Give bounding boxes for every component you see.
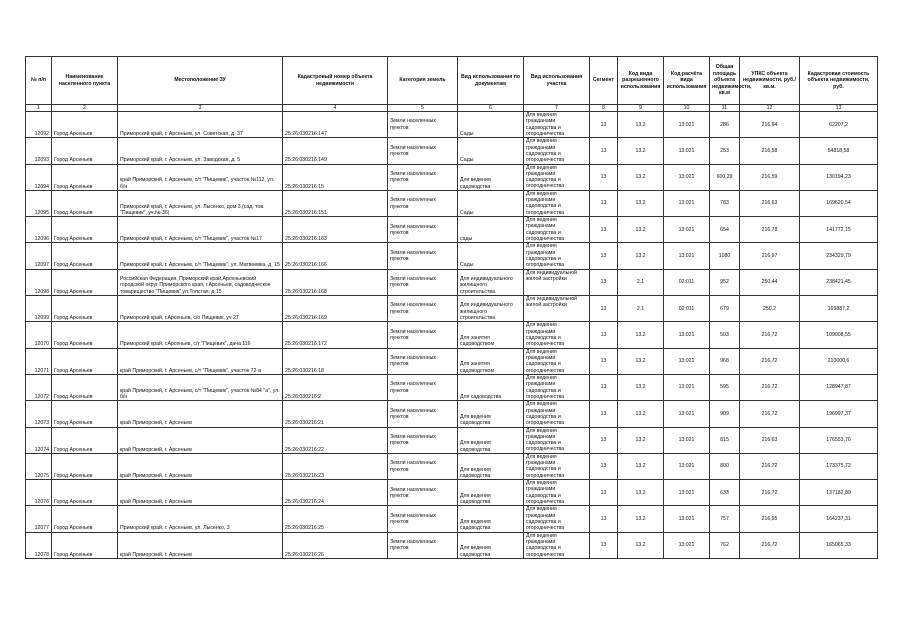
segment-cell: 13: [590, 427, 618, 453]
calc-use-code-cell: 13:021: [664, 374, 710, 400]
cadastral-number-cell: 25:26:030216:26: [283, 532, 388, 558]
actual-use-cell: Для ведения гражданами садоводства и огородничества: [524, 453, 590, 479]
town-cell: Город Арсеньев: [52, 243, 118, 269]
documented-use-cell: Сады: [458, 190, 524, 216]
land-category-cell: Земли населенных пунктов: [388, 112, 458, 138]
calc-use-code-cell: 13:021: [664, 322, 710, 348]
permitted-use-code-cell: 2.1: [618, 269, 664, 295]
cadastral-number-cell: 25:26:030216:2: [283, 374, 388, 400]
town-cell: Город Арсеньев: [52, 401, 118, 427]
calc-use-code-cell: 13:021: [664, 138, 710, 164]
cadastral-number-cell: 25:26:030216:23: [283, 453, 388, 479]
table-row: [26, 296, 878, 322]
segment-cell: 13: [590, 480, 618, 506]
cadastral-cost-cell: 137182,89: [800, 480, 878, 506]
row-number-cell: 12070: [26, 322, 52, 348]
segment-cell: 13: [590, 322, 618, 348]
town-cell: Город Арсеньев: [52, 480, 118, 506]
actual-use-cell: Для ведения гражданами садоводства и огородничества: [524, 374, 590, 400]
town-cell: Город Арсеньев: [52, 453, 118, 479]
row-number-cell: 12095: [26, 190, 52, 216]
table-row: [26, 453, 878, 479]
row-number-cell: 12096: [26, 217, 52, 243]
cadastral-cost-cell: 165065,33: [800, 532, 878, 558]
permitted-use-code-cell: 13.2: [618, 348, 664, 374]
header-cell: Кадастровый номер объекта недвижимости: [283, 57, 388, 105]
actual-use-cell: Для ведения гражданами садоводства и огородничества: [524, 138, 590, 164]
area-cell: 633: [710, 480, 740, 506]
segment-cell: 13: [590, 453, 618, 479]
documented-use-cell: Для индивидуального жилищного строительства: [458, 269, 524, 295]
upks-cell: 216,72: [740, 374, 800, 400]
documented-use-cell: Для занятия садоводством: [458, 322, 524, 348]
location-cell: Приморский край, г. Арсеньев, ул. Советская, д. 37: [118, 112, 283, 138]
cadastral-number-cell: 25:26:030216:151: [283, 190, 388, 216]
area-cell: 253: [710, 138, 740, 164]
calc-use-code-cell: 13:021: [664, 217, 710, 243]
calc-use-code-cell: 13:021: [664, 243, 710, 269]
location-cell: край Приморский, г. Арсеньев: [118, 480, 283, 506]
column-number-row: [26, 105, 878, 112]
table-row: [26, 374, 878, 400]
table-row: [26, 322, 878, 348]
cadastral-number-cell: 25:26:030216:22: [283, 427, 388, 453]
row-number-cell: 12092: [26, 112, 52, 138]
column-number: 2: [52, 105, 118, 112]
calc-use-code-cell: 13:021: [664, 401, 710, 427]
column-number: 9: [618, 105, 664, 112]
upks-cell: 216,95: [740, 506, 800, 532]
land-category-cell: Земли населенных пунктов: [388, 138, 458, 164]
actual-use-cell: Для ведения гражданами садоводства и огородничества: [524, 427, 590, 453]
table-row: [26, 164, 878, 190]
cadastral-cost-cell: 210000,6: [800, 348, 878, 374]
row-number-cell: 12076: [26, 480, 52, 506]
documented-use-cell: Сады: [458, 138, 524, 164]
land-category-cell: Земли населенных пунктов: [388, 506, 458, 532]
town-cell: Город Арсеньев: [52, 269, 118, 295]
table-row: [26, 480, 878, 506]
area-cell: 968: [710, 348, 740, 374]
cadastral-number-cell: 25:26:030216:149: [283, 138, 388, 164]
cadastral-number-cell: 25:26:030216:169: [283, 296, 388, 322]
actual-use-cell: Для ведения гражданами садоводства и огородничества: [524, 164, 590, 190]
cadastral-number-cell: 25:26:030216:15: [283, 164, 388, 190]
column-number: 7: [524, 105, 590, 112]
permitted-use-code-cell: 13.2: [618, 401, 664, 427]
area-cell: 757: [710, 506, 740, 532]
column-number: 6: [458, 105, 524, 112]
actual-use-cell: Для ведения гражданами садоводства и огородничества: [524, 322, 590, 348]
actual-use-cell: Для индивидуальной жилой застройки: [524, 296, 590, 322]
row-number-cell: 12098: [26, 269, 52, 295]
header-cell: Сегмент: [590, 57, 618, 105]
location-cell: край Приморский, г. Арсеньев: [118, 401, 283, 427]
column-number: 13: [800, 105, 878, 112]
calc-use-code-cell: 13:021: [664, 532, 710, 558]
land-category-cell: Земли населенных пунктов: [388, 453, 458, 479]
land-category-cell: Земли населенных пунктов: [388, 427, 458, 453]
area-cell: 679: [710, 296, 740, 322]
location-cell: Приморский край, г. Арсеньев, ул. Лысенко, дом 3 (сад. тов. "Пищевик", уч.№ 36): [118, 190, 283, 216]
segment-cell: 13: [590, 506, 618, 532]
town-cell: Город Арсеньев: [52, 322, 118, 348]
table-row: [26, 217, 878, 243]
location-cell: край Приморский, г. Арсеньев: [118, 427, 283, 453]
upks-cell: 216,63: [740, 190, 800, 216]
row-number-cell: 12097: [26, 243, 52, 269]
location-cell: край Приморский, г. Арсеньев: [118, 532, 283, 558]
header-cell: Категория земель: [388, 57, 458, 105]
header-cell: Наименование населенного пункта: [52, 57, 118, 105]
column-number: 11: [710, 105, 740, 112]
column-number: 5: [388, 105, 458, 112]
cadastral-number-cell: 25:26:030216:163: [283, 217, 388, 243]
upks-cell: 216,63: [740, 427, 800, 453]
table-row: [26, 138, 878, 164]
actual-use-cell: Для ведения гражданами садоводства и огородничества: [524, 243, 590, 269]
land-category-cell: Земли населенных пунктов: [388, 322, 458, 348]
area-cell: 800: [710, 453, 740, 479]
town-cell: Город Арсеньев: [52, 138, 118, 164]
actual-use-cell: Для ведения гражданами садоводства и огородничества: [524, 532, 590, 558]
town-cell: Город Арсеньев: [52, 296, 118, 322]
documented-use-cell: Для ведения садоводства: [458, 401, 524, 427]
table-row: [26, 112, 878, 138]
header-row: [26, 57, 878, 105]
permitted-use-code-cell: 13.2: [618, 138, 664, 164]
row-number-cell: 12074: [26, 427, 52, 453]
upks-cell: 216,78: [740, 217, 800, 243]
cadastral-cost-cell: 164237,31: [800, 506, 878, 532]
cadastral-cost-cell: 62207,2: [800, 112, 878, 138]
header-cell: УПКС объекта недвижимости, руб./кв.м.: [740, 57, 800, 105]
documented-use-cell: Сады: [458, 112, 524, 138]
area-cell: 762: [710, 532, 740, 558]
permitted-use-code-cell: 13.2: [618, 506, 664, 532]
documented-use-cell: сады: [458, 217, 524, 243]
actual-use-cell: Для ведения гражданами садоводства и огородничества: [524, 112, 590, 138]
permitted-use-code-cell: 13.2: [618, 480, 664, 506]
cadastral-cost-cell: 54818,58: [800, 138, 878, 164]
area-cell: 654: [710, 217, 740, 243]
documented-use-cell: Для занятия садоводством: [458, 348, 524, 374]
location-cell: Приморский край, г.Арсеньев, с/о Пищевик, уч 27: [118, 296, 283, 322]
location-cell: край Приморский, г. Арсеньев, с/т "Пищевик", участок №112, ул. б/н: [118, 164, 283, 190]
permitted-use-code-cell: 13.2: [618, 112, 664, 138]
upks-cell: 216,72: [740, 322, 800, 348]
upks-cell: 216,72: [740, 532, 800, 558]
permitted-use-code-cell: 13.2: [618, 243, 664, 269]
cadastral-number-cell: 25:26:030216:172: [283, 322, 388, 348]
land-category-cell: Земли населенных пунктов: [388, 269, 458, 295]
row-number-cell: 12075: [26, 453, 52, 479]
cadastral-cost-cell: 169887,2: [800, 296, 878, 322]
town-cell: Город Арсеньев: [52, 217, 118, 243]
permitted-use-code-cell: 2.1: [618, 296, 664, 322]
location-cell: край Приморский, г. Арсеньев, с/т "Пищевик", участок 72-а: [118, 348, 283, 374]
row-number-cell: 12099: [26, 296, 52, 322]
cadastral-cost-cell: 196997,37: [800, 401, 878, 427]
header-cell: Вид использования по документам: [458, 57, 524, 105]
calc-use-code-cell: 13:021: [664, 190, 710, 216]
calc-use-code-cell: 02:011: [664, 296, 710, 322]
area-cell: 783: [710, 190, 740, 216]
town-cell: Город Арсеньев: [52, 532, 118, 558]
cadastral-number-cell: 25:26:030216:168: [283, 269, 388, 295]
upks-cell: 250,2: [740, 296, 800, 322]
location-cell: Приморский край, г. Арсеньев, с/т "Пищевик", участок №17: [118, 217, 283, 243]
upks-cell: 216,72: [740, 401, 800, 427]
cadastral-cost-cell: 130194,23: [800, 164, 878, 190]
documented-use-cell: Для ведения садоводства: [458, 164, 524, 190]
table-row: [26, 532, 878, 558]
row-number-cell: 12071: [26, 348, 52, 374]
cadastral-number-cell: 25:26:030216:18: [283, 348, 388, 374]
table-row: [26, 190, 878, 216]
area-cell: 595: [710, 374, 740, 400]
land-category-cell: Земли населенных пунктов: [388, 217, 458, 243]
table-row: [26, 401, 878, 427]
area-cell: 815: [710, 427, 740, 453]
calc-use-code-cell: 02:011: [664, 269, 710, 295]
calc-use-code-cell: 13:021: [664, 427, 710, 453]
cadastral-number-cell: 25:26:030216:24: [283, 480, 388, 506]
column-number: 3: [118, 105, 283, 112]
town-cell: Город Арсеньев: [52, 427, 118, 453]
calc-use-code-cell: 13:021: [664, 112, 710, 138]
cadastral-table: [25, 56, 878, 559]
table-row: [26, 427, 878, 453]
segment-cell: 13: [590, 164, 618, 190]
cadastral-cost-cell: 141772,15: [800, 217, 878, 243]
cadastral-cost-cell: 238421,45: [800, 269, 878, 295]
header-cell: Вид использования участка: [524, 57, 590, 105]
upks-cell: 216,58: [740, 138, 800, 164]
table-row: [26, 269, 878, 295]
area-cell: 286: [710, 112, 740, 138]
calc-use-code-cell: 13:021: [664, 480, 710, 506]
segment-cell: 13: [590, 348, 618, 374]
documented-use-cell: Для ведения садоводства: [458, 506, 524, 532]
location-cell: Приморский край, г. Арсеньев, ул. Лысенко, 3: [118, 506, 283, 532]
segment-cell: 13: [590, 190, 618, 216]
header-cell: № п/п: [26, 57, 52, 105]
cadastral-value-sheet: [25, 56, 878, 559]
location-cell: Приморский край, г. Арсеньев, с/т "Пищевик", ул. Матвеевка, д. 15: [118, 243, 283, 269]
cadastral-cost-cell: 234329,79: [800, 243, 878, 269]
calc-use-code-cell: 13:021: [664, 164, 710, 190]
documented-use-cell: Для садоводства: [458, 374, 524, 400]
segment-cell: 13: [590, 296, 618, 322]
segment-cell: 13: [590, 401, 618, 427]
segment-cell: 13: [590, 532, 618, 558]
documented-use-cell: Для индивидуального жилищного строительства: [458, 296, 524, 322]
documented-use-cell: Для ведения садоводства: [458, 453, 524, 479]
upks-cell: 216,64: [740, 112, 800, 138]
permitted-use-code-cell: 13.2: [618, 427, 664, 453]
upks-cell: 250,44: [740, 269, 800, 295]
land-category-cell: Земли населенных пунктов: [388, 164, 458, 190]
permitted-use-code-cell: 13.2: [618, 190, 664, 216]
actual-use-cell: Для ведения гражданами садоводства и огородничества: [524, 348, 590, 374]
segment-cell: 13: [590, 374, 618, 400]
table-body: [26, 105, 878, 559]
row-number-cell: 12072: [26, 374, 52, 400]
land-category-cell: Земли населенных пунктов: [388, 374, 458, 400]
row-number-cell: 12094: [26, 164, 52, 190]
column-number: 12: [740, 105, 800, 112]
permitted-use-code-cell: 13.2: [618, 374, 664, 400]
town-cell: Город Арсеньев: [52, 374, 118, 400]
row-number-cell: 12077: [26, 506, 52, 532]
calc-use-code-cell: 13:021: [664, 348, 710, 374]
cadastral-number-cell: 25:26:030216:147: [283, 112, 388, 138]
cadastral-number-cell: 25:26:030216:21: [283, 401, 388, 427]
permitted-use-code-cell: 13.2: [618, 322, 664, 348]
header-cell: Код вида разрешенного использования: [618, 57, 664, 105]
land-category-cell: Земли населенных пунктов: [388, 480, 458, 506]
town-cell: Город Арсеньев: [52, 164, 118, 190]
actual-use-cell: Для индивидуальной жилой застройки: [524, 269, 590, 295]
upks-cell: 216,72: [740, 348, 800, 374]
calc-use-code-cell: 13:021: [664, 506, 710, 532]
header-cell: Код расчёта вида использования: [664, 57, 710, 105]
header-cell: Местоположение ЗУ: [118, 57, 283, 105]
location-cell: край Приморский, г. Арсеньев, с/т "Пищевик", участок №84 "а", ул. б/н: [118, 374, 283, 400]
cadastral-cost-cell: 176553,76: [800, 427, 878, 453]
area-cell: 909: [710, 401, 740, 427]
land-category-cell: Земли населенных пунктов: [388, 348, 458, 374]
upks-cell: 216,59: [740, 164, 800, 190]
actual-use-cell: Для ведения гражданами садоводства и огородничества: [524, 480, 590, 506]
row-number-cell: 12093: [26, 138, 52, 164]
actual-use-cell: Для ведения гражданами садоводства и огородничества: [524, 506, 590, 532]
cadastral-cost-cell: 109008,55: [800, 322, 878, 348]
segment-cell: 13: [590, 217, 618, 243]
area-cell: 952: [710, 269, 740, 295]
actual-use-cell: Для ведения гражданами садоводства и огородничества: [524, 401, 590, 427]
column-number: 8: [590, 105, 618, 112]
permitted-use-code-cell: 13.2: [618, 532, 664, 558]
segment-cell: 13: [590, 112, 618, 138]
actual-use-cell: Для ведения гражданами садоводства и огородничества: [524, 190, 590, 216]
land-category-cell: Земли населенных пунктов: [388, 532, 458, 558]
documented-use-cell: Для ведения садоводства: [458, 532, 524, 558]
upks-cell: 216,72: [740, 453, 800, 479]
area-cell: 1080: [710, 243, 740, 269]
land-category-cell: Земли населенных пунктов: [388, 296, 458, 322]
area-cell: 503: [710, 322, 740, 348]
land-category-cell: Земли населенных пунктов: [388, 401, 458, 427]
upks-cell: 216,72: [740, 480, 800, 506]
location-cell: край Приморский, г. Арсеньев: [118, 453, 283, 479]
calc-use-code-cell: 13:021: [664, 453, 710, 479]
actual-use-cell: Для ведения гражданами садоводства и огородничества: [524, 217, 590, 243]
header-cell: Общая площадь объекта недвижимости, кв.м: [710, 57, 740, 105]
column-number: 4: [283, 105, 388, 112]
cadastral-cost-cell: 173375,72: [800, 453, 878, 479]
row-number-cell: 12078: [26, 532, 52, 558]
land-category-cell: Земли населенных пунктов: [388, 190, 458, 216]
table-row: [26, 243, 878, 269]
town-cell: Город Арсеньев: [52, 348, 118, 374]
permitted-use-code-cell: 13.2: [618, 453, 664, 479]
area-cell: 600,29: [710, 164, 740, 190]
upks-cell: 216,97: [740, 243, 800, 269]
segment-cell: 13: [590, 243, 618, 269]
column-number: 10: [664, 105, 710, 112]
documented-use-cell: Сады: [458, 243, 524, 269]
cadastral-number-cell: 25:26:030216:166: [283, 243, 388, 269]
documented-use-cell: Для ведения садоводства: [458, 427, 524, 453]
cadastral-cost-cell: 169620,54: [800, 190, 878, 216]
cadastral-cost-cell: 128947,87: [800, 374, 878, 400]
table-row: [26, 348, 878, 374]
location-cell: Российская Федерация, Приморский край,Арсеньевский городской округ Приморского края, г.Арсеньев, садоводческое товарищество "Пищевик" ул.Толстая, д.15: [118, 269, 283, 295]
location-cell: Приморский край, г. Арсеньев, ул. Заводская, д. 5: [118, 138, 283, 164]
permitted-use-code-cell: 13.2: [618, 164, 664, 190]
location-cell: Приморский край, г.Арсеньев, с/т "Пищевик", дача 116: [118, 322, 283, 348]
town-cell: Город Арсеньев: [52, 190, 118, 216]
table-row: [26, 506, 878, 532]
documented-use-cell: Для ведения садоводства: [458, 480, 524, 506]
town-cell: Город Арсеньев: [52, 506, 118, 532]
cadastral-number-cell: 25:26:030216:25: [283, 506, 388, 532]
header-cell: Кадастровая стоимость объекта недвижимости, руб.: [800, 57, 878, 105]
segment-cell: 13: [590, 138, 618, 164]
permitted-use-code-cell: 13.2: [618, 217, 664, 243]
column-number: 1: [26, 105, 52, 112]
row-number-cell: 12073: [26, 401, 52, 427]
land-category-cell: Земли населенных пунктов: [388, 243, 458, 269]
town-cell: Город Арсеньев: [52, 112, 118, 138]
segment-cell: 13: [590, 269, 618, 295]
